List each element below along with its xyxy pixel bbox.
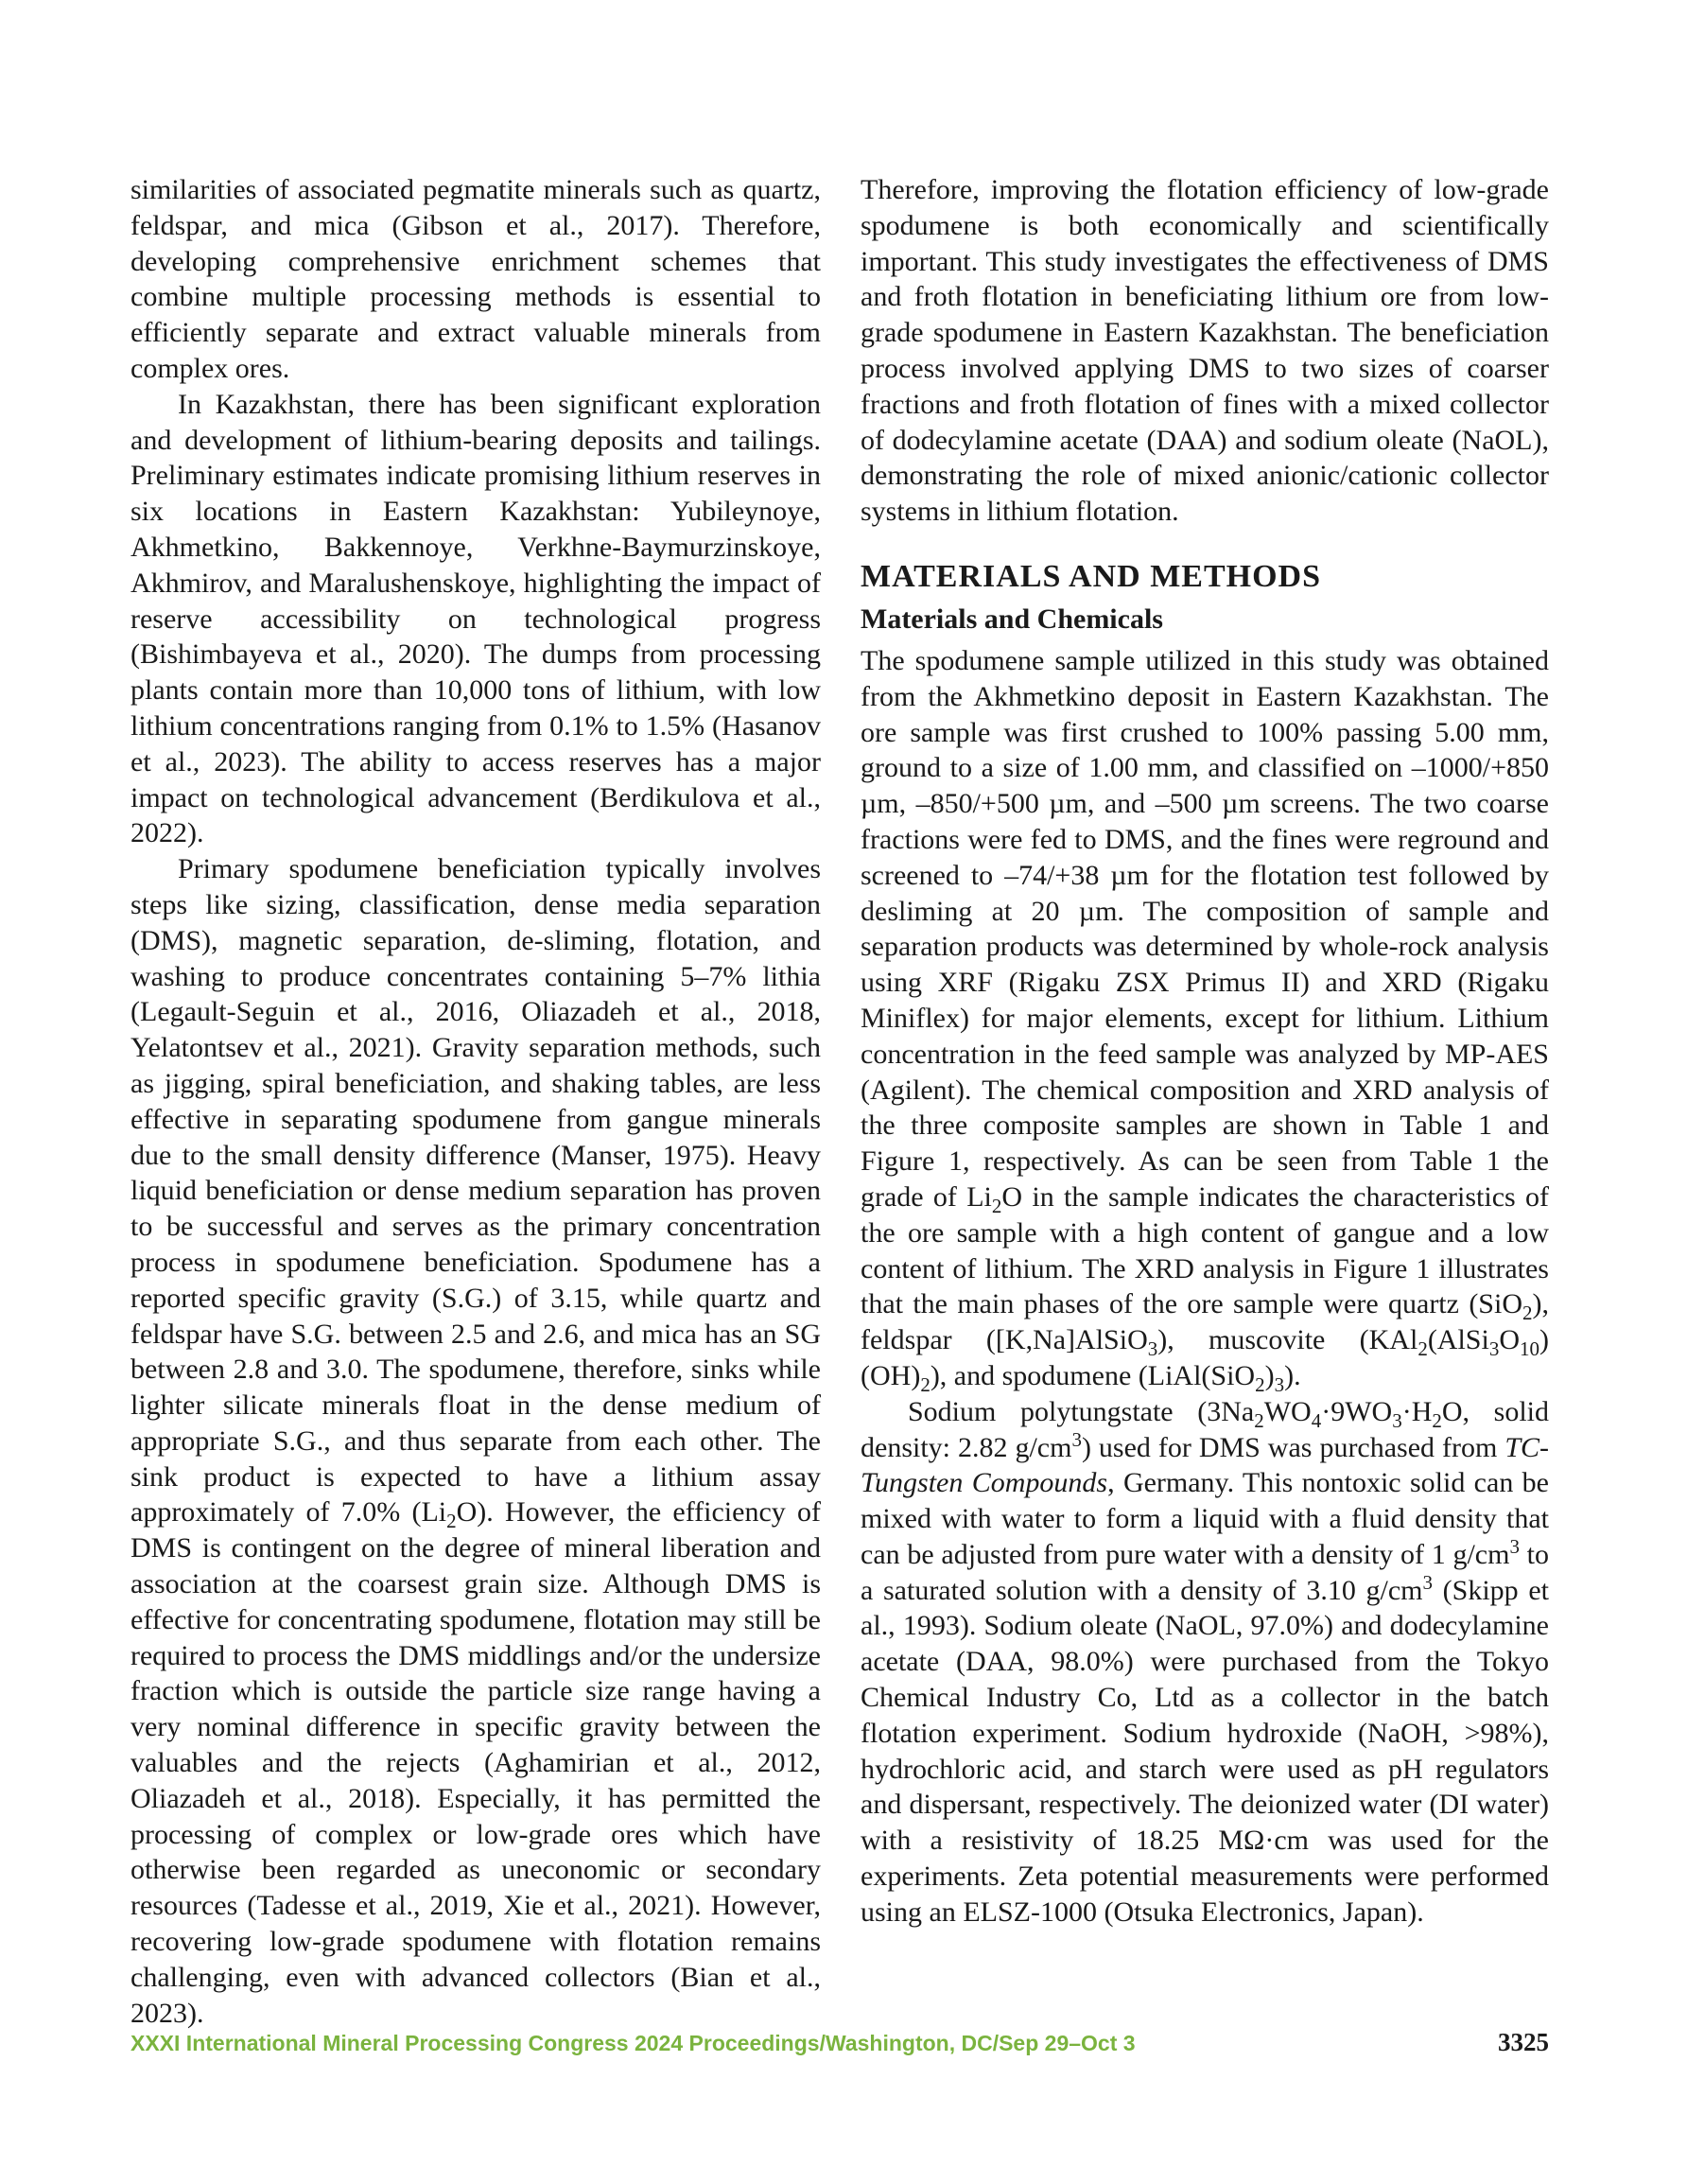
section-heading: MATERIALS AND METHODS <box>861 558 1321 594</box>
superscript: 3 <box>1422 1570 1433 1594</box>
text-run: , Germany. This nontoxic solid can be mixed with water to form a liquid with a fluid density that can be adjusted from pure water with a density of 1 g/cm <box>861 1467 1549 1570</box>
text-run: ) used for DMS was purchased from <box>1081 1431 1505 1463</box>
text-run: ), feldspar ([K,Na]AlSiO <box>861 1288 1549 1356</box>
text-run: )(OH) <box>861 1324 1549 1391</box>
paragraph <box>130 851 821 2031</box>
text-run: O, solid density: 2.82 g/cm <box>861 1395 1549 1463</box>
paragraph: similarities of associated pegmatite minerals such as quartz, feldspar, and mica (Gibson et al., 2017). Therefore, developing comprehensive enrichment schemes that combine multiple processing methods is essential to efficiently separate and extract valuable minerals from complex ores. <box>130 174 821 384</box>
text-run: ), muscovite (KAl <box>1157 1324 1418 1356</box>
text-run: O in the sample indicates the characteristics of the ore sample with a high content of gangue and a low content of lithium. The XRD analysis in Figure 1 illustrates that the main phases of the ore sample were quartz (SiO <box>861 1180 1549 1320</box>
text-run: (Skipp et al., 1993). Sodium oleate (NaOL, 97.0%) and dodecylamine acetate (DAA, 98.0%) were purchased from the Tokyo Chemical Industry Co, Ltd as a collector in the batch flotation experiment. Sodium hydroxide (NaOH, >98%), hydrochloric acid, and starch were used as pH regulators and dispersant, respectively. The deionized water (DI water) with a resistivity of 18.25 MΩ·cm was used for the experiments. Zeta potential measurements were performed using an ELSZ-1000 (Otsuka Electronics, Japan). <box>861 1574 1549 1928</box>
paragraph: Therefore, improving the flotation efficiency of low-grade spodumene is both economically and scientifically important. This study investigates the effectiveness of DMS and froth flotation in beneficiating lithium ore from low-grade spodumene in Eastern Kazakhstan. The beneficiation process involved applying DMS to two sizes of coarser fractions and froth flotation of fines with a mixed collector of dodecylamine acetate (DAA) and sodium oleate (NaOL), demonstrating the role of mixed anionic/cationic collector systems in lithium flotation. <box>861 174 1549 528</box>
text-run: The spodumene sample utilized in this study was obtained from the Akhmetkino deposit in Eastern Kazakhstan. The ore sample was first crushed to 100% passing 5.00 mm, ground to a size of 1.00 mm, and classified on –1000/+850 µm, –850/+500 µm, and –500 µm screens. The two coarse fractions were fed to DMS, and the fines were reground and screened to –74/+38 µm for the flotation test followed by desliming at 20 µm. The composition of sample and separation products was determined by whole-rock analysis using XRF (Rigaku ZSX Primus II) and XRD (Rigaku Miniflex) for major elements, except for lithium. Lithium concentration in the feed sample was analyzed by MP-AES (Agilent). The chemical composition and XRD analysis of the three composite samples are shown in Table 1 and Figure 1, respectively. As can be seen from Table 1 the grade of Li <box>861 644 1549 1213</box>
page-footer <box>130 2028 1549 2057</box>
subscript: 3 <box>1147 1337 1158 1361</box>
text-run: (AlSi <box>1427 1324 1489 1356</box>
text-run: to a saturated solution with a density of 3.10 g/cm <box>861 1538 1549 1606</box>
paragraph: In Kazakhstan, there has been significant exploration and development of lithium-bearing deposits and tailings. Preliminary estimates indicate promising lithium reserves in six locations in Eastern Kazakhstan: Yubileynoye, Akhmetkino, Bakkennoye, Verkhne-Baymurzinskoye, Akhmirov, and Maralushenskoye, highlighting the impact of reserve accessibility on technological progress (Bishimbayeva et al., 2020). The dumps from processing plants contain more than 10,000 tons of lithium, with low lithium concentrations ranging from 0.1% to 1.5% (Hasanov et al., 2023). The ability to access reserves has a major impact on technological advancement (Berdikulova et al., 2022). <box>130 388 821 849</box>
subscript: 2 <box>1254 1408 1264 1432</box>
text-run: ) <box>1264 1359 1275 1391</box>
text-run: ). <box>1284 1359 1301 1391</box>
subscript: 3 <box>1392 1408 1402 1432</box>
subscript: 3 <box>1488 1337 1500 1361</box>
text-run: WO <box>1263 1395 1312 1427</box>
subscript: 2 <box>1432 1408 1442 1432</box>
text-run: ), and spodumene (LiAl(SiO <box>930 1359 1256 1391</box>
text-run: Sodium polytungstate (3Na <box>908 1395 1255 1427</box>
subscript: 10 <box>1520 1337 1539 1361</box>
text-run: ·H <box>1401 1395 1433 1427</box>
company-name: TC-Tungsten Compounds <box>861 1431 1549 1499</box>
subscript: 2 <box>446 1510 457 1533</box>
subscript: 3 <box>1274 1372 1285 1396</box>
text-run: O). However, the efficiency of DMS is contingent on the degree of mineral liberation and association at the coarsest grain size. Although DMS is effective for concentrating spodumene, flotation may still be required to process the DMS middlings and/or the undersize fraction which is outside the particle size range having a very nominal difference in specific gravity between the valuables and the rejects (Aghamirian et al., 2012, Oliazadeh et al., 2018). Especially, it has permitted the processing of complex or low-grade ores which have otherwise been regarded as uneconomic or secondary resources (Tadesse et al., 2019, Xie et al., 2021). However, recovering low-grade spodumene with flotation remains challenging, even with advanced collectors (Bian et al., 2023). <box>130 1496 821 2029</box>
superscript: 3 <box>1071 1427 1082 1451</box>
page-number: 3325 <box>1498 2028 1549 2056</box>
subscript: 2 <box>920 1372 930 1396</box>
right-column <box>861 172 1549 1931</box>
text-run: ·9WO <box>1321 1395 1393 1427</box>
paragraph <box>861 643 1549 1394</box>
subscript: 2 <box>1417 1337 1428 1361</box>
subsection-heading: Materials and Chemicals <box>861 603 1163 635</box>
paragraph <box>861 1394 1549 1931</box>
subscript: 4 <box>1311 1408 1322 1432</box>
subscript: 2 <box>991 1194 1002 1217</box>
left-column <box>130 172 821 2031</box>
subscript: 2 <box>1255 1372 1265 1396</box>
subscript: 2 <box>1522 1302 1533 1325</box>
proceedings-citation: XXXI International Mineral Processing Congress 2024 Proceedings/Washington, DC/Sep 29–Oct 3 <box>130 2031 1136 2055</box>
text-run: O <box>1499 1324 1520 1356</box>
superscript: 3 <box>1509 1534 1520 1558</box>
text-run: Primary spodumene beneficiation typically involves steps like sizing, classification, dense media separation (DMS), magnetic separation, de-sliming, flotation, and washing to produce concentrates containing 5–7% lithia (Legault-Seguin et al., 2016, Oliazadeh et al., 2018, Yelatontsev et al., 2021). Gravity separation methods, such as jigging, spiral beneficiation, and shaking tables, are less effective in separating spodumene from gangue minerals due to the small density difference (Manser, 1975). Heavy liquid beneficiation or dense medium separation has proven to be successful and serves as the primary concentration process in spodumene beneficiation. Spodumene has a reported specific gravity (S.G.) of 3.15, while quartz and feldspar have S.G. between 2.5 and 2.6, and mica has an SG between 2.8 and 3.0. The spodumene, therefore, sinks while lighter silicate minerals float in the dense medium of appropriate S.G., and thus separate from each other. The sink product is expected to have a lithium assay approximately of 7.0% (Li <box>130 853 821 1529</box>
